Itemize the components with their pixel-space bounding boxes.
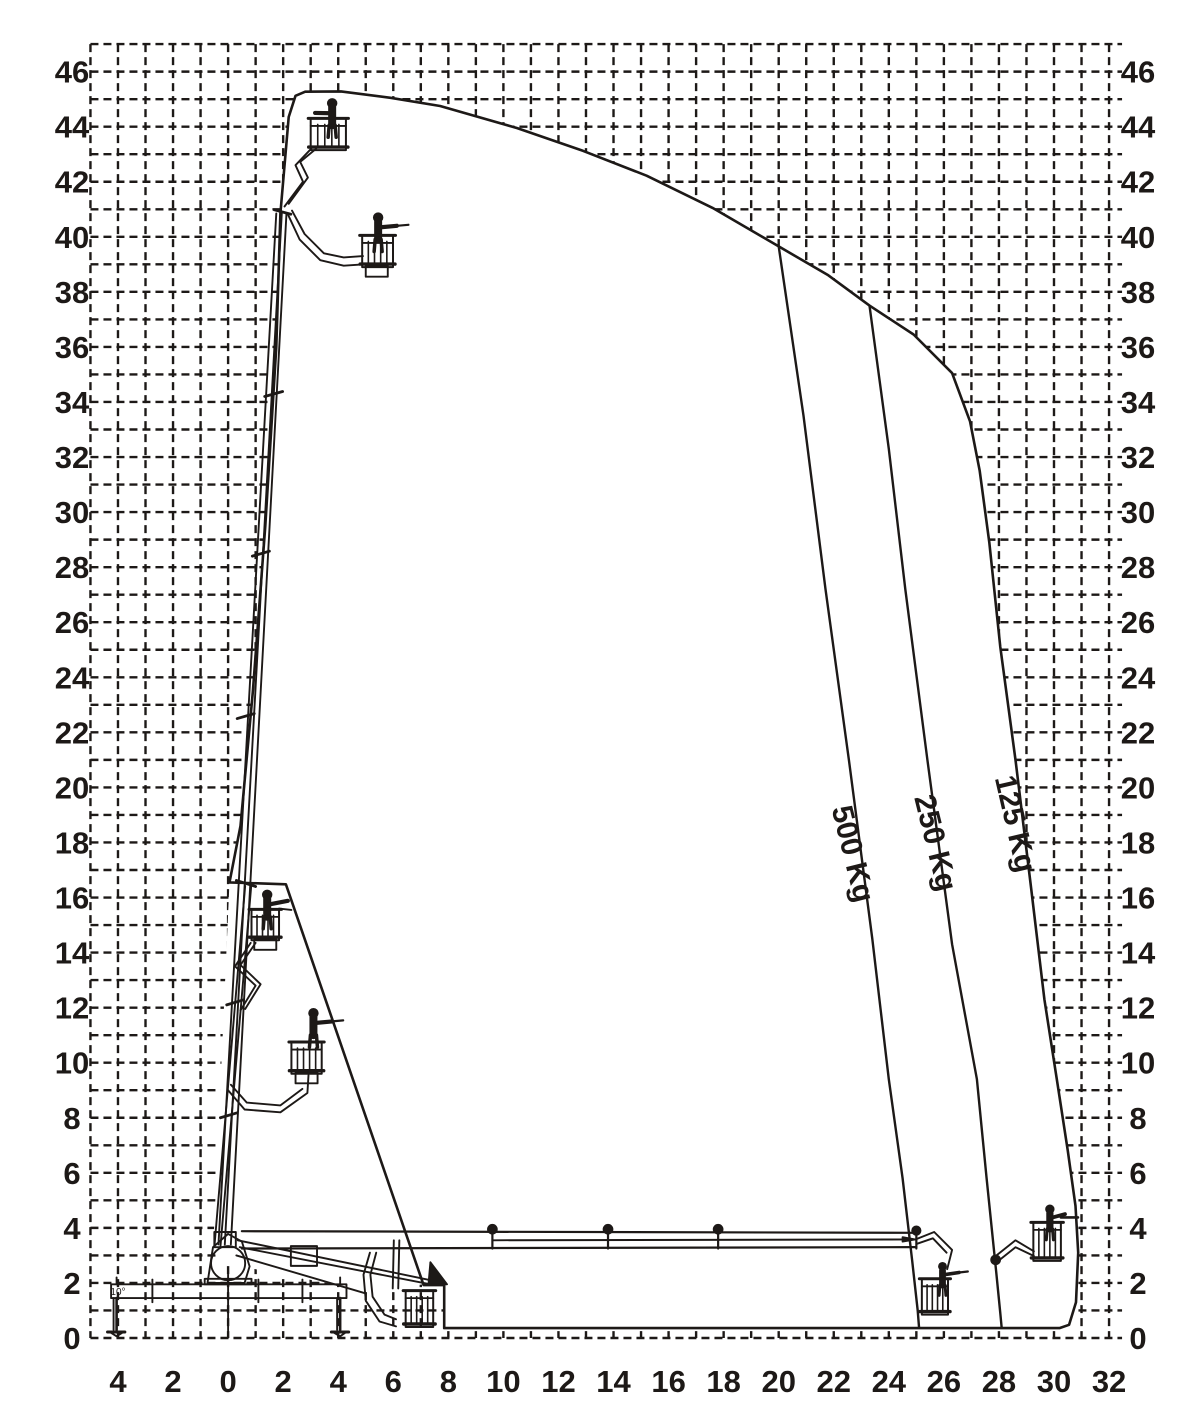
curve-label-500: 500 Kg (825, 802, 881, 905)
y-tick-label-left: 6 (63, 1156, 80, 1191)
y-tick-label-left: 12 (55, 991, 89, 1026)
y-tick-label-right: 46 (1121, 55, 1155, 90)
y-tick-label-right: 4 (1129, 1211, 1147, 1246)
y-tick-label-right: 22 (1121, 715, 1155, 750)
y-tick-label-left: 34 (55, 385, 90, 420)
y-tick-label-left: 24 (55, 660, 90, 695)
tool-icon (959, 1271, 968, 1272)
boom-horizontal-part (604, 1225, 613, 1234)
operator-leg (263, 917, 264, 929)
y-tick-label-left: 2 (63, 1266, 80, 1301)
x-tick-label: 14 (596, 1364, 631, 1399)
y-tick-label-right: 42 (1121, 165, 1155, 200)
y-tick-label-right: 26 (1121, 605, 1155, 640)
platform-config-max-reach-part (991, 1255, 1000, 1264)
y-tick-label-left: 26 (55, 605, 89, 640)
y-tick-label-left: 20 (55, 770, 89, 805)
curve-label-250: 250 Kg (907, 791, 963, 894)
y-tick-label-left: 18 (55, 825, 89, 860)
x-tick-label: 18 (706, 1364, 740, 1399)
operator-arm (378, 226, 397, 228)
tool-icon (397, 225, 409, 226)
x-tick-label: 4 (330, 1364, 348, 1399)
operator-leg (270, 917, 271, 929)
x-tick-label: 10 (486, 1364, 520, 1399)
y-tick-label-right: 18 (1121, 825, 1155, 860)
y-tick-label-right: 8 (1129, 1101, 1146, 1136)
y-tick-label-left: 40 (55, 220, 89, 255)
x-tick-label: 8 (440, 1364, 457, 1399)
y-tick-label-right: 32 (1121, 440, 1155, 475)
outrigger-angle-label: 10° (110, 1287, 125, 1298)
y-tick-label-right: 28 (1121, 550, 1155, 585)
y-tick-label-left: 0 (63, 1321, 80, 1356)
operator-arm (313, 1021, 332, 1023)
y-tick-label-left: 8 (63, 1101, 80, 1136)
curve-label-125: 125 Kg (988, 772, 1042, 875)
y-tick-label-right: 2 (1129, 1266, 1146, 1301)
x-tick-label: 22 (817, 1364, 851, 1399)
y-tick-label-right: 0 (1129, 1321, 1146, 1356)
y-tick-label-left: 30 (55, 495, 89, 530)
y-tick-label-right: 20 (1121, 770, 1155, 805)
x-tick-label: 20 (761, 1364, 795, 1399)
y-tick-label-right: 24 (1121, 660, 1156, 695)
x-tick-label: 12 (541, 1364, 575, 1399)
axis-labels-bottom (109, 1364, 1126, 1399)
operator-leg (328, 125, 329, 137)
y-tick-label-right: 38 (1121, 275, 1155, 310)
x-tick-label: 0 (219, 1364, 236, 1399)
y-tick-label-right: 14 (1121, 936, 1156, 971)
x-tick-label: 6 (385, 1364, 402, 1399)
y-tick-label-right: 12 (1121, 991, 1155, 1026)
y-tick-label-right: 6 (1129, 1156, 1146, 1191)
x-tick-label: 32 (1092, 1364, 1126, 1399)
x-tick-label: 28 (982, 1364, 1016, 1399)
y-tick-label-left: 10 (55, 1046, 89, 1081)
y-tick-label-left: 42 (55, 165, 89, 200)
operator-leg (335, 125, 336, 137)
x-tick-label: 2 (164, 1364, 181, 1399)
tool-icon (332, 1020, 343, 1021)
y-tick-label-left: 4 (63, 1211, 81, 1246)
operator-arm (943, 1272, 960, 1274)
y-tick-label-right: 10 (1121, 1046, 1155, 1081)
y-tick-label-right: 34 (1121, 385, 1156, 420)
y-tick-label-right: 40 (1121, 220, 1155, 255)
boom-horizontal-line (492, 1239, 916, 1240)
y-tick-label-left: 16 (55, 881, 89, 916)
axis-labels-right (1121, 55, 1156, 1356)
y-tick-label-right: 44 (1121, 110, 1156, 145)
x-tick-label: 16 (651, 1364, 685, 1399)
x-tick-label: 24 (872, 1364, 907, 1399)
y-tick-label-left: 28 (55, 550, 89, 585)
y-tick-label-left: 22 (55, 715, 89, 750)
y-tick-label-left: 46 (55, 55, 89, 90)
y-tick-label-left: 38 (55, 275, 89, 310)
boom-horizontal-part (912, 1227, 920, 1235)
x-tick-label: 26 (927, 1364, 961, 1399)
y-tick-label-left: 32 (55, 440, 89, 475)
x-tick-label: 2 (275, 1364, 292, 1399)
y-tick-label-right: 30 (1121, 495, 1155, 530)
x-tick-label: 4 (109, 1364, 127, 1399)
y-tick-label-right: 16 (1121, 881, 1155, 916)
boom-horizontal-part (488, 1225, 497, 1234)
basket-icon (406, 1291, 434, 1327)
y-tick-label-right: 36 (1121, 330, 1155, 365)
boom-horizontal-part (714, 1225, 723, 1234)
y-tick-label-left: 14 (55, 936, 90, 971)
y-tick-label-left: 36 (55, 330, 89, 365)
y-tick-label-left: 44 (55, 110, 90, 145)
x-tick-label: 30 (1037, 1364, 1071, 1399)
axis-labels-left (55, 55, 90, 1356)
boom-horizontal-line (242, 1247, 916, 1248)
